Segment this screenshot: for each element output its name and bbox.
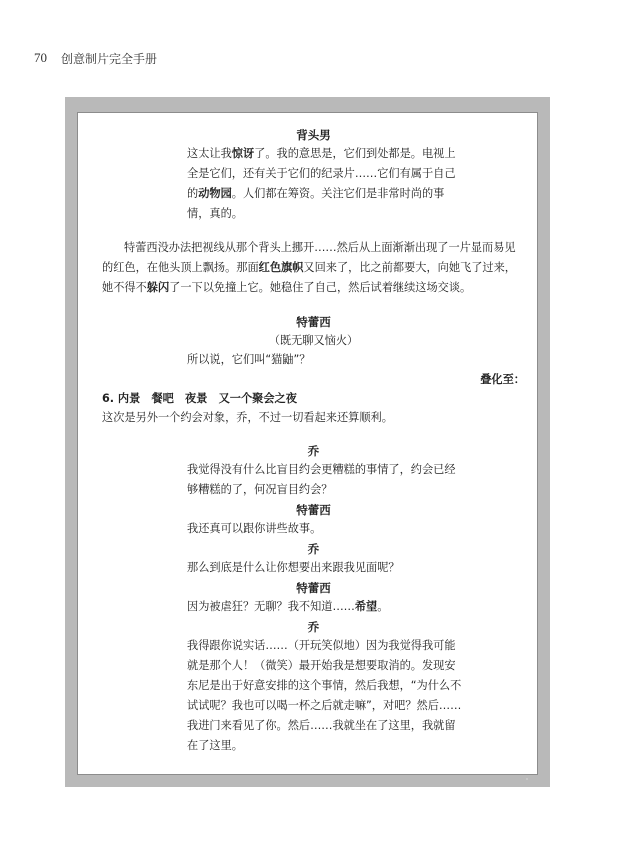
character-name: 背头男	[296, 128, 331, 142]
dialogue: 我觉得没有什么比盲目约会更糟糕的事情了，约会已经够糟糕的了，何况盲目约会？	[187, 463, 456, 496]
transition: 叠化至：	[480, 373, 525, 386]
character-name: 乔	[307, 620, 320, 634]
action-paragraph: 特蕾西没办法把视线从那个背头上挪开……然后从上面渐渐出现了一片显而易见的红色，在他头顶上飘扬。那面红色旗帜又回来了，比之前都要大，向她飞了过来，她不得不躲闪了一下以免撞上它。她稳住了自己，然后试着继续这场交谈。	[102, 241, 516, 294]
scene-heading: 6. 内景 餐吧 夜景 又一个聚会之夜	[102, 392, 297, 405]
book-title: 创意制片完全手册	[61, 52, 158, 66]
parenthetical: （既无聊又恼火）	[268, 334, 359, 347]
dialogue: 所以说，它们叫“猫鼬”？	[187, 353, 311, 366]
page-header	[34, 50, 157, 67]
scene-description: 这次是另外一个约会对象，乔，不过一切看起来还算顺利。	[102, 411, 393, 424]
page-number: 70	[34, 50, 47, 65]
character-name: 乔	[307, 542, 320, 556]
screenplay-content	[102, 125, 525, 756]
dialogue: 因为被虐狂？无聊？我不知道……希望。	[187, 600, 389, 613]
dialogue: 这太让我惊讶了。我的意思是，它们到处都是。电视上全是它们，还有关于它们的纪录片……它们有属于自己的动物园。人们都在筹资。关注它们是非常时尚的事情，真的。	[187, 147, 456, 220]
dialogue: 我得跟你说实话……（开玩笑似地）因为我觉得我可能就是那个人！（微笑）最开始我是想要取消的。发现安东尼是出于好意安排的这个事情，然后我想，“为什么不试试呢？我也可以喝一杯之后就走嘛”，对吧？然后……我进门来看见了你。然后……我就坐在了这里，我就留在了这里。	[187, 639, 462, 752]
character-name: 特蕾西	[296, 315, 331, 329]
page-dot	[526, 778, 528, 780]
character-name: 特蕾西	[296, 503, 331, 517]
screenplay-box	[65, 97, 550, 787]
character-name: 乔	[307, 444, 320, 458]
screenplay-page	[77, 112, 538, 775]
character-name: 特蕾西	[296, 581, 331, 595]
dialogue: 我还真可以跟你讲些故事。	[187, 522, 322, 535]
dialogue: 那么到底是什么让你想要出来跟我见面呢？	[187, 561, 400, 574]
